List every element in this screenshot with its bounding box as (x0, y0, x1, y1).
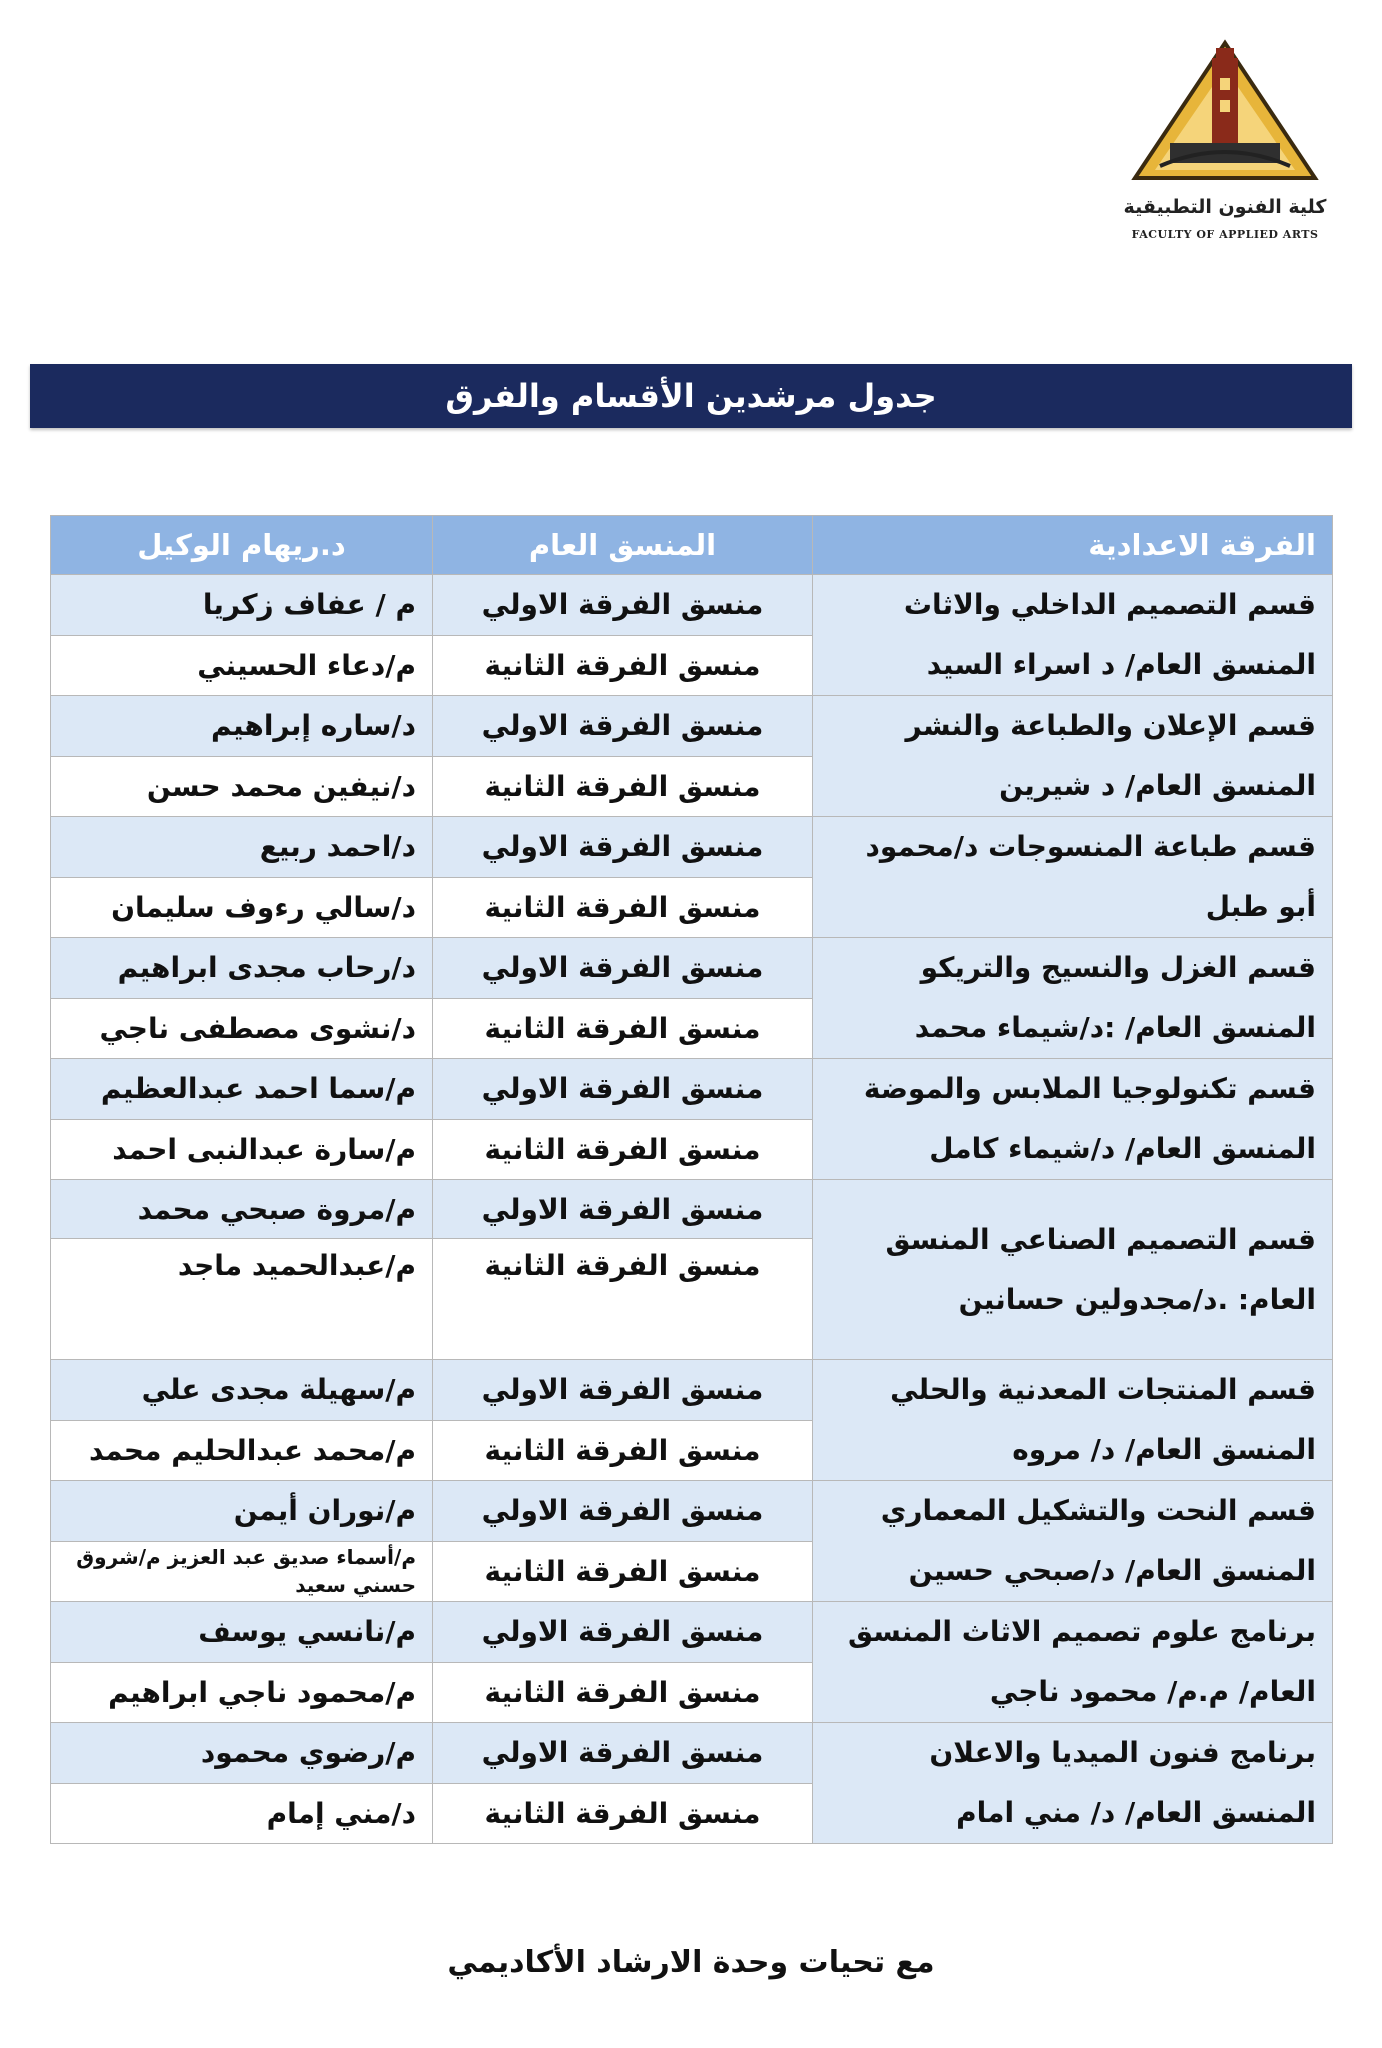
coord-cell: منسق الفرقة الاولي (433, 1481, 813, 1542)
dept-cell: قسم طباعة المنسوجات د/محمود أبو طبل (813, 817, 1333, 938)
table-row (51, 1360, 1333, 1421)
header-dept: الفرقة الاعدادية (813, 516, 1333, 575)
advisor-cell: م/محمود ناجي ابراهيم (51, 1662, 433, 1723)
coord-cell: منسق الفرقة الاولي (433, 1723, 813, 1784)
advisor-cell: د/رحاب مجدى ابراهيم (51, 938, 433, 999)
coord-cell: منسق الفرقة الاولي (433, 575, 813, 636)
coord-cell: منسق الفرقة الاولي (433, 696, 813, 757)
faculty-arabic-name: كلية الفنون التطبيقية (1123, 196, 1327, 218)
advisor-cell: م/نوران أيمن (51, 1481, 433, 1542)
table-row (51, 1180, 1333, 1239)
table-row (51, 817, 1333, 878)
advisor-cell: د/نشوى مصطفى ناجي (51, 998, 433, 1059)
advisor-cell: م/أسماء صديق عبد العزيز م/شروق حسني سعيد (51, 1541, 433, 1602)
coord-cell: منسق الفرقة الاولي (433, 1059, 813, 1120)
table-row (51, 575, 1333, 636)
dept-cell: برنامج علوم تصميم الاثاث المنسق العام/ م.م/ محمود ناجي (813, 1602, 1333, 1723)
university-crest-icon (1130, 38, 1320, 188)
coord-cell: منسق الفرقة الثانية (433, 1783, 813, 1844)
advisor-cell: م/رضوي محمود (51, 1723, 433, 1784)
coord-cell: منسق الفرقة الثانية (433, 998, 813, 1059)
dept-cell: قسم التصميم الصناعي المنسق العام: .د/مجدولين حسانين (813, 1180, 1333, 1360)
dept-cell: قسم النحت والتشكيل المعماري المنسق العام/ د/صبحي حسين (813, 1481, 1333, 1602)
table-row (51, 1602, 1333, 1663)
advisor-cell: م/عبدالحميد ماجد (51, 1239, 433, 1360)
dept-cell: قسم الإعلان والطباعة والنشر المنسق العام/ د شيرين (813, 696, 1333, 817)
dept-cell: قسم المنتجات المعدنية والحلي المنسق العام/ د/ مروه (813, 1360, 1333, 1481)
advisor-cell: م/سما احمد عبدالعظيم (51, 1059, 433, 1120)
advisor-cell: م/محمد عبدالحليم محمد (51, 1420, 433, 1481)
advisor-cell: د/نيفين محمد حسن (51, 756, 433, 817)
advisor-cell: م/نانسي يوسف (51, 1602, 433, 1663)
coord-cell: منسق الفرقة الثانية (433, 877, 813, 938)
coord-cell: منسق الفرقة الثانية (433, 1239, 813, 1360)
coord-cell: منسق الفرقة الثانية (433, 1420, 813, 1481)
header-coord: المنسق العام (433, 516, 813, 575)
advisor-cell: د/سالي رءوف سليمان (51, 877, 433, 938)
coord-cell: منسق الفرقة الثانية (433, 756, 813, 817)
dept-cell: قسم التصميم الداخلي والاثاث المنسق العام/ د اسراء السيد (813, 575, 1333, 696)
advisor-cell: م / عفاف زكريا (51, 575, 433, 636)
coord-cell: منسق الفرقة الاولي (433, 1360, 813, 1421)
advisors-table (50, 515, 1333, 1844)
header-adv: د.ريهام الوكيل (51, 516, 433, 575)
advisor-cell: د/مني إمام (51, 1783, 433, 1844)
footer-greeting: مع تحيات وحدة الارشاد الأكاديمي (447, 1945, 935, 1980)
table-row (51, 938, 1333, 999)
coord-cell: منسق الفرقة الثانية (433, 1541, 813, 1602)
coord-cell: منسق الفرقة الثانية (433, 1119, 813, 1180)
table-row (51, 696, 1333, 757)
faculty-logo (1115, 38, 1335, 258)
coord-cell: منسق الفرقة الاولي (433, 938, 813, 999)
page-title: جدول مرشدين الأقسام والفرق (30, 364, 1352, 428)
coord-cell: منسق الفرقة الاولي (433, 1180, 813, 1239)
coord-cell: منسق الفرقة الثانية (433, 1662, 813, 1723)
dept-cell: قسم الغزل والنسيج والتريكو المنسق العام/ :د/شيماء محمد (813, 938, 1333, 1059)
dept-cell: برنامج فنون الميديا والاعلان المنسق العام/ د/ مني امام (813, 1723, 1333, 1844)
advisor-cell: م/دعاء الحسيني (51, 635, 433, 696)
table-row (51, 1723, 1333, 1784)
table-row (51, 1481, 1333, 1542)
dept-cell: قسم تكنولوجيا الملابس والموضة المنسق العام/ د/شيماء كامل (813, 1059, 1333, 1180)
faculty-english-name: FACULTY OF APPLIED ARTS (1131, 228, 1319, 241)
advisor-cell: م/سارة عبدالنبى احمد (51, 1119, 433, 1180)
coord-cell: منسق الفرقة الاولي (433, 1602, 813, 1663)
table-row (51, 1059, 1333, 1120)
coord-cell: منسق الفرقة الاولي (433, 817, 813, 878)
coord-cell: منسق الفرقة الثانية (433, 635, 813, 696)
advisor-cell: د/احمد ربيع (51, 817, 433, 878)
advisor-cell: د/ساره إبراهيم (51, 696, 433, 757)
table-header-row (51, 516, 1333, 575)
advisor-cell: م/سهيلة مجدى علي (51, 1360, 433, 1421)
advisor-cell: م/مروة صبحي محمد (51, 1180, 433, 1239)
